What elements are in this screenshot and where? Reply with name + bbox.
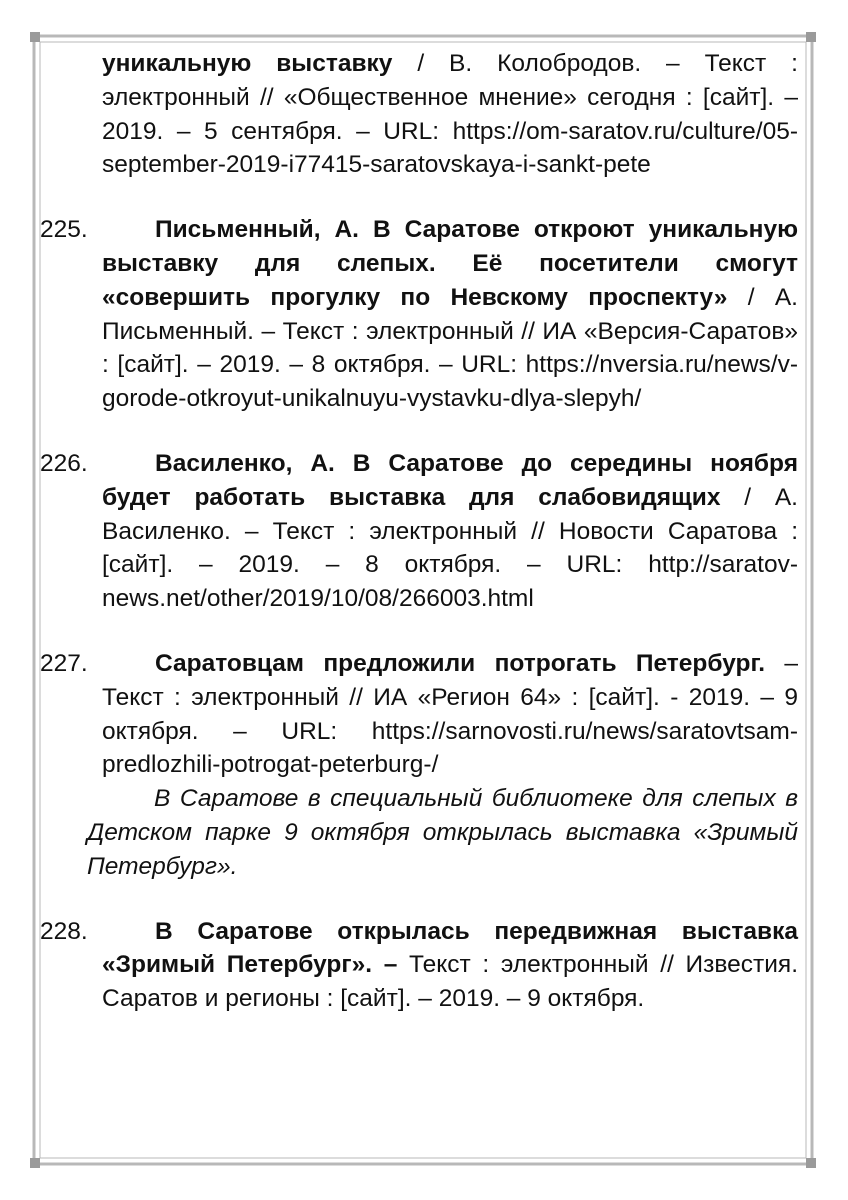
- entry-number: 226.: [40, 449, 88, 477]
- entry-details: / А. Письменный. – Текст : электронный // ИА «Версия-Саратов» : [сайт]. – 2019. – 8 октября. – URL:: [102, 283, 798, 379]
- entry-details: / А. Василенко. – Текст : электронный // Новости Саратова : [сайт]. – 2019. – 8 октября. – URL: http://saratov-news.net/other/2019/10/08/266003.html: [102, 483, 798, 613]
- entry-title: Саратовцам предложили потрогать Петербург.: [155, 649, 766, 677]
- bibliography-entry: [40, 915, 798, 1016]
- bibliography-entry: [40, 447, 798, 616]
- bibliography-list: [40, 47, 798, 1016]
- entry-details: Текст : электронный // Известия. Саратов и регионы : [сайт]. – 2019. – 9 октября.: [102, 951, 798, 1013]
- entry-number: 228.: [40, 917, 88, 945]
- entry-title: Василенко, А. В Саратове до середины ноября будет работать выставка для слабовидящих: [102, 449, 798, 511]
- entry-number: 227.: [40, 649, 88, 677]
- annotation-text: В Саратове в специальный библиотеке для слепых в Детском парке 9 октября открылась выставка «Зримый Петербург».: [87, 785, 798, 880]
- entry-url: https://nversia.ru/news/v-gorode-otkroyut-unikalnuyu-vystavku-dlya-slepyh/: [102, 351, 798, 413]
- bibliography-entry: [40, 647, 798, 782]
- bibliography-entry: [40, 213, 798, 416]
- entry-details: / В. Колобродов. – Текст : электронный // «Общественное мнение» сегодня : [сайт]. – 2019. – 5 сентября. – URL: https://om-saratov.ru/culture/05-september-2019-i77415-saratovskaya-i-sankt-pete: [102, 50, 798, 179]
- continued-entry: [40, 47, 798, 182]
- entry-annotation: [87, 782, 798, 883]
- entry-number: 225.: [40, 216, 88, 244]
- entry-title: Письменный, А. В Саратове откроют уникальную выставку для слепых. Её посетители смогут «совершить прогулку по Невскому проспекту»: [102, 216, 798, 311]
- entry-details: – Текст : электронный // ИА «Регион 64» : [сайт]. - 2019. – 9 октября. – URL: https://sarnovosti.ru/news/saratovtsam-predlozhili-potrogat-peterburg-/: [102, 649, 798, 779]
- entry-title: В Саратове открылась передвижная выставка «Зримый Петербург». –: [102, 917, 798, 979]
- entry-title-tail: уникальную выставку: [102, 50, 393, 77]
